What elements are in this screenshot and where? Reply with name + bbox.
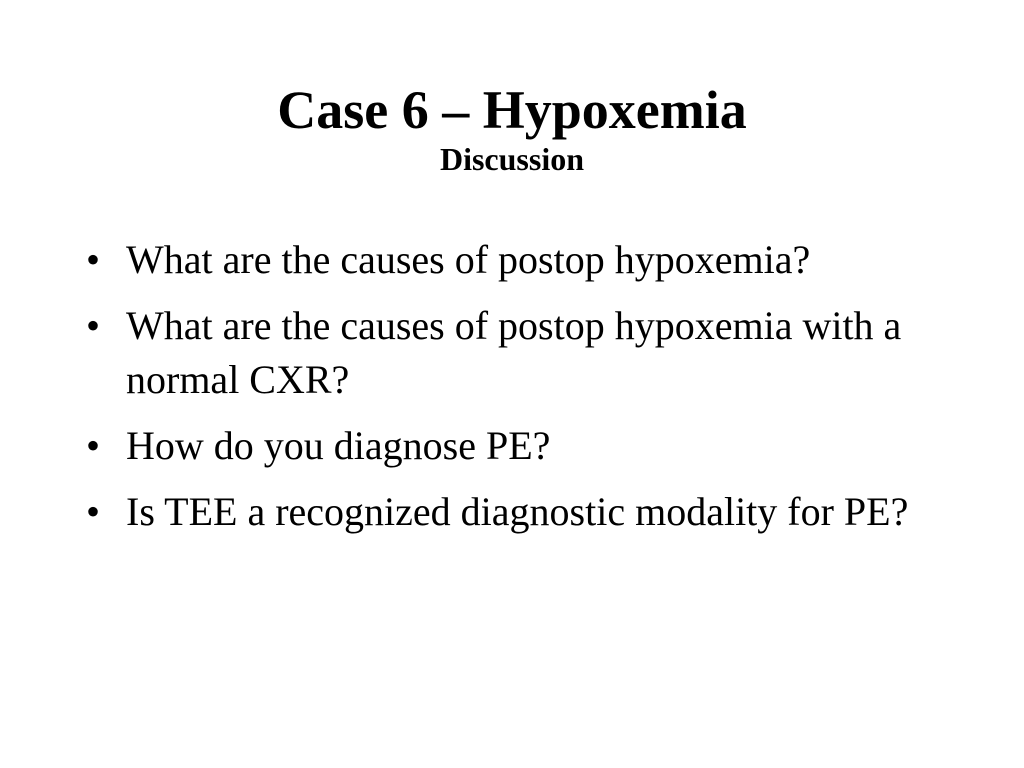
bullet-text: How do you diagnose PE? [126,423,551,468]
bullet-item [86,299,946,407]
slide-title: Case 6 – Hypoxemia [277,80,747,140]
title-block [0,80,1024,178]
bullet-icon: • [86,237,101,282]
bullet-text: Is TEE a recognized diagnostic modality for PE? [126,489,909,534]
bullet-text: What are the causes of postop hypoxemia with a normal CXR? [126,303,902,402]
bullet-icon: • [86,303,101,348]
bullet-list [86,233,946,551]
bullet-item [86,485,946,539]
bullet-text: What are the causes of postop hypoxemia? [126,237,811,282]
slide-subtitle: Discussion [439,141,585,177]
bullet-item [86,419,946,473]
bullet-icon: • [86,489,101,534]
bullet-item [86,233,946,287]
bullet-icon: • [86,423,101,468]
